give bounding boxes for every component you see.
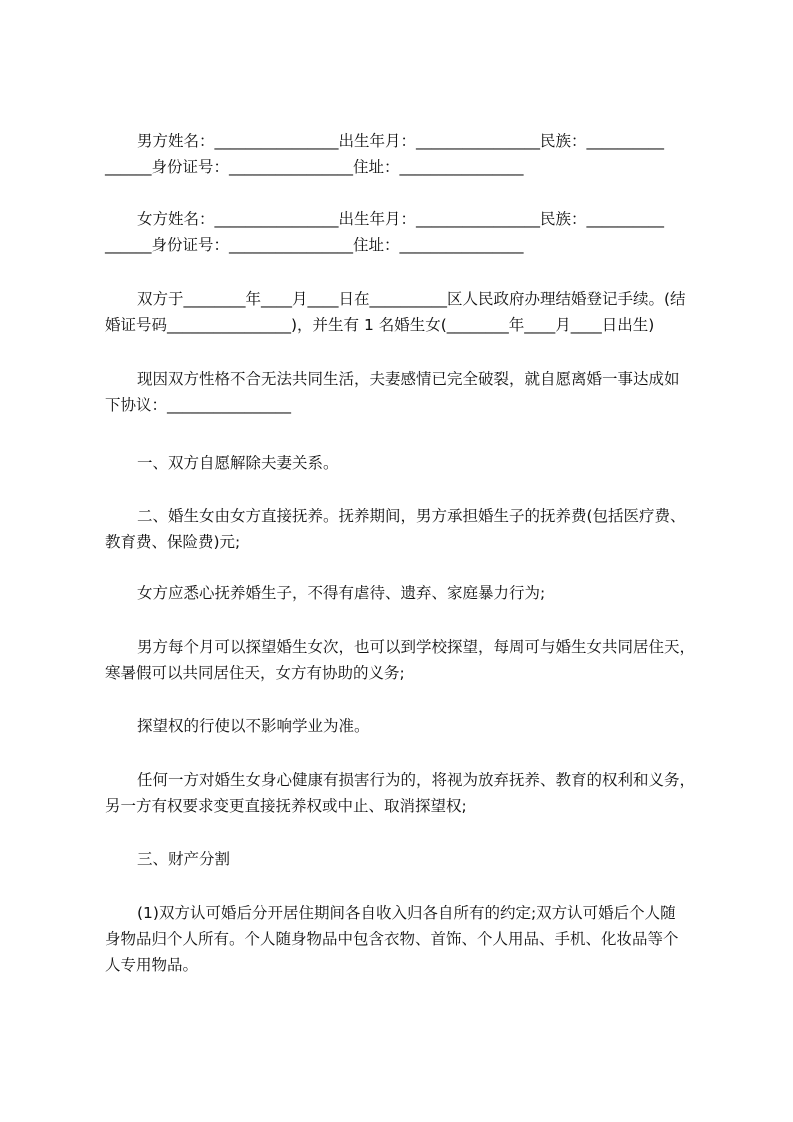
paragraph-line: 一、双方自愿解除夫妻关系。 (137, 454, 339, 472)
paragraph-line: 另一方有权要求变更直接抚养权或中止、取消探望权; (105, 797, 467, 815)
paragraph-line: 女方姓名：________________出生年月：________________民族：__________ (137, 210, 665, 228)
paragraph-line: 双方于________年____月____日在__________区人民政府办理结婚登记手续。(结 (137, 290, 686, 308)
paragraph-line: 女方应悉心抚养婚生子，不得有虐待、遗弃、家庭暴力行为; (137, 584, 546, 602)
paragraph-line: 三、财产分割 (137, 850, 231, 868)
marriage-registration-paragraph (105, 286, 705, 338)
paragraph-line: 二、婚生女由女方直接抚养。抚养期间，男方承担婚生子的抚养费(包括医疗费、 (137, 507, 686, 525)
clause-2-visit-limit-paragraph (105, 713, 705, 739)
clause-3-1-paragraph (105, 900, 705, 978)
paragraph-line: (1)双方认可婚后分开居住期间各自收入归各自所有的约定;双方认可婚后个人随 (137, 904, 676, 922)
clause-1-paragraph (105, 450, 705, 476)
paragraph-line: 婚证号码________________)，并生有 1 名婚生女(________年____月____日出生) (105, 316, 655, 334)
paragraph-line: 男方姓名：________________出生年月：________________民族：__________ (137, 132, 665, 150)
paragraph-line: 下协议：________________ (105, 396, 292, 414)
female-info-paragraph (105, 206, 705, 258)
clause-3-heading (105, 846, 705, 872)
paragraph-line: ______身份证号：________________住址：________________ (105, 236, 524, 254)
paragraph-line: 教育费、保险费)元; (105, 533, 241, 551)
paragraph-line: 探望权的行使以不影响学业为准。 (137, 717, 370, 735)
paragraph-line: 男方每个月可以探望婚生女次，也可以到学校探望，每周可与婚生女共同居住天， (137, 638, 696, 656)
paragraph-line: 任何一方对婚生女身心健康有损害行为的，将视为放弃抚养、教育的权利和义务， (137, 771, 696, 789)
paragraph-line: 寒暑假可以共同居住天，女方有协助的义务; (105, 664, 405, 682)
paragraph-line: 身物品归个人所有。个人随身物品中包含衣物、首饰、个人用品、手机、化妆品等个 (105, 930, 679, 948)
clause-2-visit-paragraph (105, 634, 705, 686)
reason-paragraph (105, 366, 705, 418)
clause-2-care-paragraph (105, 580, 705, 606)
paragraph-line: ______身份证号：________________住址：________________ (105, 158, 524, 176)
paragraph-line: 现因双方性格不合无法共同生活，夫妻感情已完全破裂，就自愿离婚一事达成如 (137, 370, 680, 388)
clause-2-harm-paragraph (105, 767, 705, 819)
male-info-paragraph (105, 128, 705, 180)
clause-2-paragraph (105, 503, 705, 555)
paragraph-line: 人专用物品。 (105, 956, 199, 974)
